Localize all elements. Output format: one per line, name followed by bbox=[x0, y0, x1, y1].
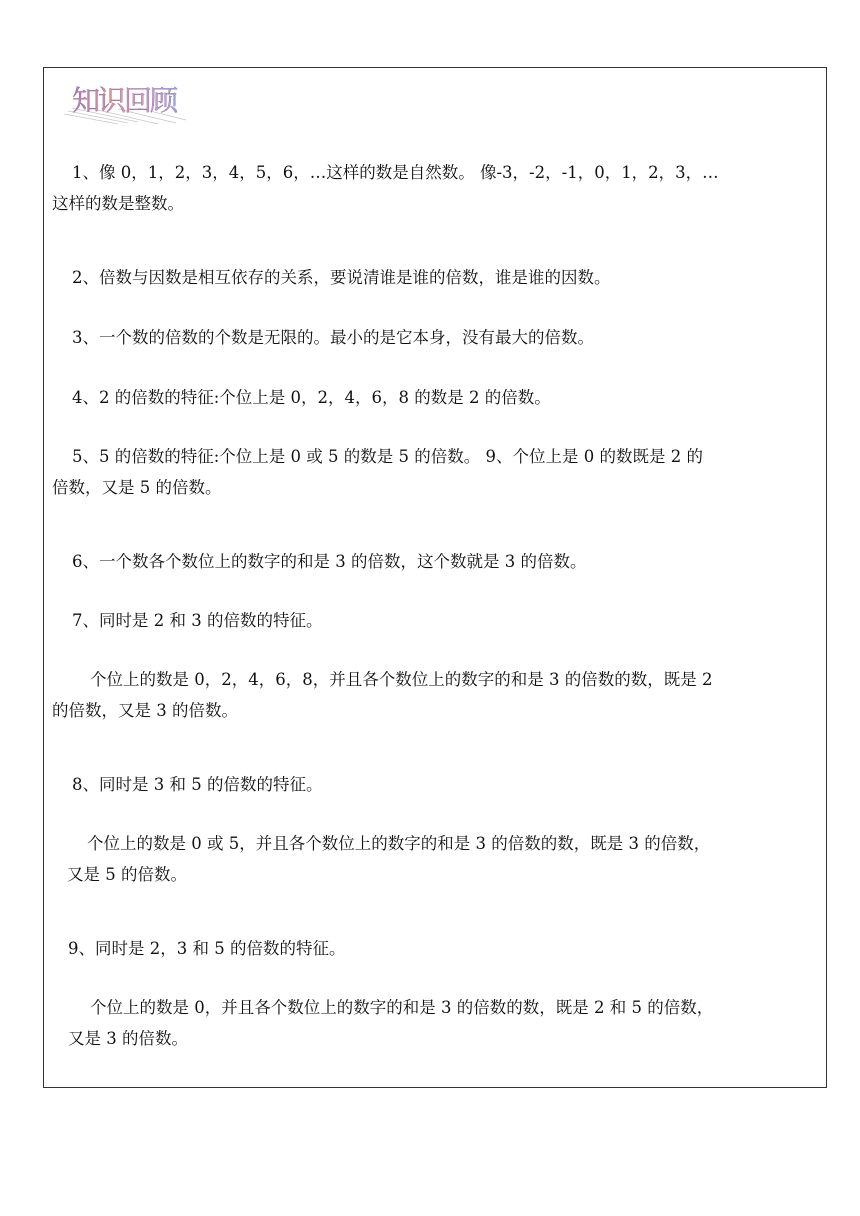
item-9-detail-line-1: 个位上的数是 0，并且各个数位上的数字的和是 3 的倍数的数，既是 2 和 5 的倍数， bbox=[90, 998, 714, 1017]
item-9 bbox=[52, 933, 824, 964]
item-9-detail bbox=[52, 992, 824, 1054]
item-7-detail-line-2: 的倍数，又是 3 的倍数。 bbox=[52, 701, 238, 720]
item-9-detail-line-2: 又是 3 的倍数。 bbox=[68, 1029, 188, 1048]
item-1 bbox=[52, 157, 824, 219]
item-8 bbox=[52, 769, 824, 800]
item-7-detail bbox=[52, 664, 824, 726]
item-8-text: 8、同时是 3 和 5 的倍数的特征。 bbox=[72, 775, 323, 794]
item-7-detail-line-1: 个位上的数是 0，2，4，6，8，并且各个数位上的数字的和是 3 的倍数的数，既是 2 bbox=[90, 670, 713, 689]
item-8-detail bbox=[52, 828, 824, 890]
item-2 bbox=[52, 262, 824, 293]
item-4-text: 4、2 的倍数的特征:个位上是 0，2，4，6，8 的数是 2 的倍数。 bbox=[72, 388, 551, 407]
item-7 bbox=[52, 605, 824, 636]
item-3-text: 3、一个数的倍数的个数是无限的。最小的是它本身，没有最大的倍数。 bbox=[72, 328, 594, 347]
item-6 bbox=[52, 546, 824, 577]
knowledge-review-logo bbox=[58, 74, 193, 130]
item-5-line-2: 倍数，又是 5 的倍数。 bbox=[52, 478, 222, 497]
item-5-line-1: 5、5 的倍数的特征:个位上是 0 或 5 的数是 5 的倍数。 9、个位上是 0 的数既是 2 的 bbox=[72, 447, 703, 466]
item-3 bbox=[52, 322, 824, 353]
item-2-text: 2、倍数与因数是相互依存的关系，要说清谁是谁的倍数，谁是谁的因数。 bbox=[72, 268, 611, 287]
item-8-detail-line-1: 个位上的数是 0 或 5，并且各个数位上的数字的和是 3 的倍数的数，既是 3 的倍数， bbox=[87, 834, 711, 853]
item-6-text: 6、一个数各个数位上的数字的和是 3 的倍数，这个数就是 3 的倍数。 bbox=[72, 552, 587, 571]
item-4 bbox=[52, 382, 824, 413]
item-9-text: 9、同时是 2，3 和 5 的倍数的特征。 bbox=[68, 939, 346, 958]
item-5 bbox=[52, 441, 824, 503]
item-1-line-2: 这样的数是整数。 bbox=[52, 194, 184, 213]
item-7-text: 7、同时是 2 和 3 的倍数的特征。 bbox=[72, 611, 323, 630]
logo-text: 知识回顾 bbox=[72, 84, 177, 117]
item-8-detail-line-2: 又是 5 的倍数。 bbox=[67, 865, 187, 884]
item-1-line-1: 1、像 0，1，2，3，4，5，6，…这样的数是自然数。 像-3，-2，-1，0，1，2，3，… bbox=[72, 163, 719, 182]
